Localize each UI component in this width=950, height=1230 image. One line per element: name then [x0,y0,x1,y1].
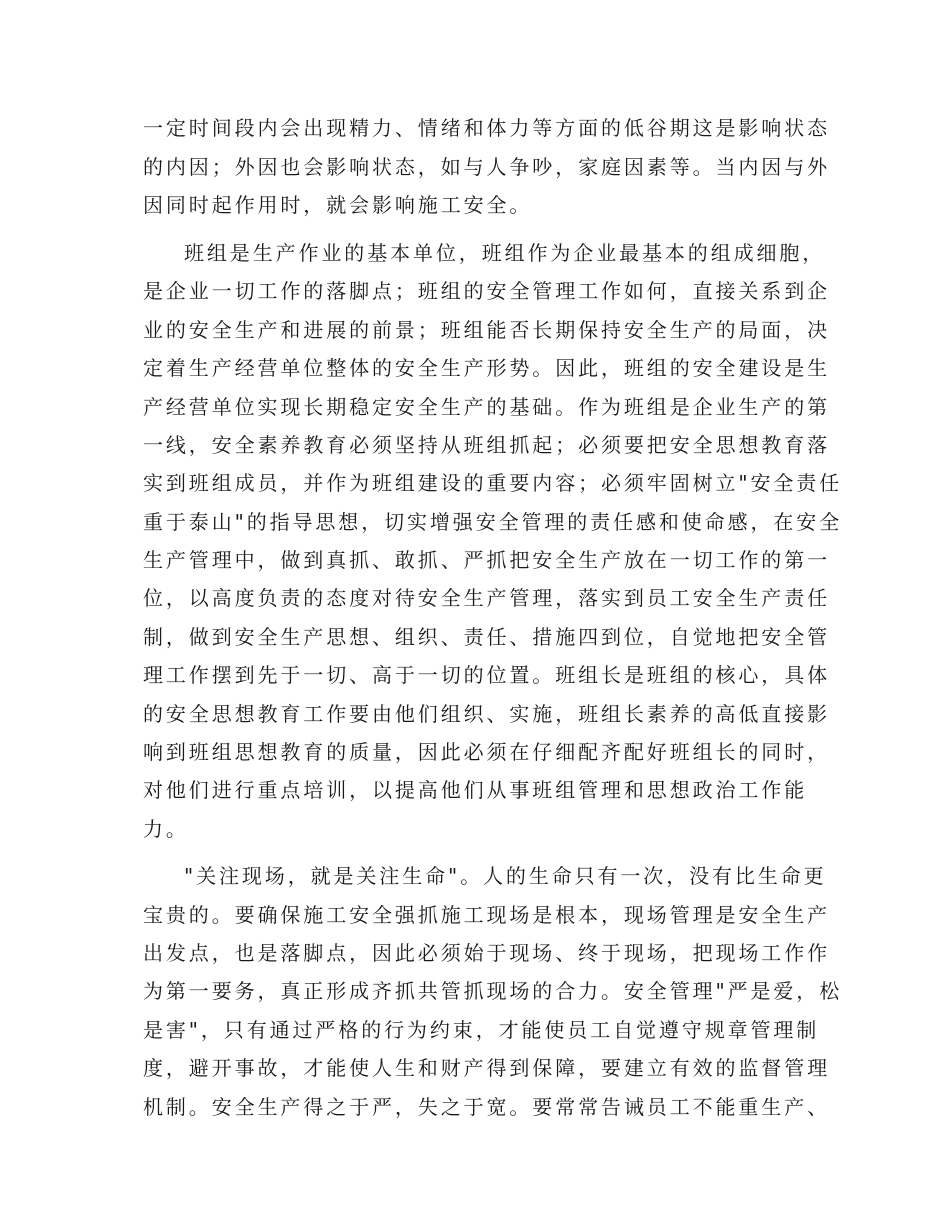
text-line: 为第一要务，真正形成齐抓共管抓现场的合力。安全管理"严是爱，松 [143,979,843,1003]
text-line: 力。 [143,817,189,841]
text-line: "关注现场，就是关注生命"。人的生命只有一次，没有比生命更 [184,864,827,888]
text-line: 重于泰山"的指导思想，切实增强安全管理的责任感和使命感，在安全 [143,510,843,534]
text-line: 出发点，也是落脚点，因此必须始于现场、终于现场，把现场工作作 [143,941,830,965]
text-line: 度，避开事故，才能使人生和财产得到保障，要建立有效的监督管理 [143,1056,830,1080]
text-line: 的安全思想教育工作要由他们组织、实施，班组长素养的高低直接影 [143,702,830,726]
text-line: 响到班组思想教育的质量，因此必须在仔细配齐配好班组长的同时， [143,740,830,764]
text-line: 业的安全生产和进展的前景；班组能否长期保持安全生产的局面，决 [143,318,830,342]
text-line: 产经营单位实现长期稳定安全生产的基础。作为班组是企业生产的第 [143,395,830,419]
text-line: 班组是生产作业的基本单位，班组作为企业最基本的组成细胞， [184,241,826,265]
text-line: 位，以高度负责的态度对待安全生产管理，落实到员工安全生产责任 [143,586,830,610]
text-line: 机制。安全生产得之于严，失之于宽。要常常告诫员工不能重生产、 [143,1095,830,1119]
text-line: 的内因；外因也会影响状态，如与人争吵，家庭因素等。当内因与外 [143,155,830,179]
text-line: 定着生产经营单位整体的安全生产形势。因此，班组的安全建设是生 [143,356,830,380]
text-line: 是企业一切工作的落脚点；班组的安全管理工作如何，直接关系到企 [143,279,830,303]
text-line: 一线，安全素养教育必须坚持从班组抓起；必须要把安全思想教育落 [143,433,830,457]
text-line: 制，做到安全生产思想、组织、责任、措施四到位，自觉地把安全管 [143,625,830,649]
text-line: 生产管理中，做到真抓、敢抓、严抓把安全生产放在一切工作的第一 [143,548,830,572]
text-line: 宝贵的。要确保施工安全强抓施工现场是根本，现场管理是安全生产 [143,903,830,927]
text-line: 理工作摆到先于一切、高于一切的位置。班组长是班组的核心，具体 [143,663,830,687]
text-line: 因同时起作用时，就会影响施工安全。 [143,193,533,217]
text-line: 对他们进行重点培训，以提高他们从事班组管理和思想政治工作能 [143,778,808,802]
text-line: 是害"，只有通过严格的行为约束，才能使员工自觉遵守规章管理制 [143,1018,820,1042]
text-line: 一定时间段内会出现精力、情绪和体力等方面的低谷期这是影响状态 [143,116,830,140]
text-line: 实到班组成员，并作为班组建设的重要内容；必须牢固树立"安全责任 [143,471,843,495]
